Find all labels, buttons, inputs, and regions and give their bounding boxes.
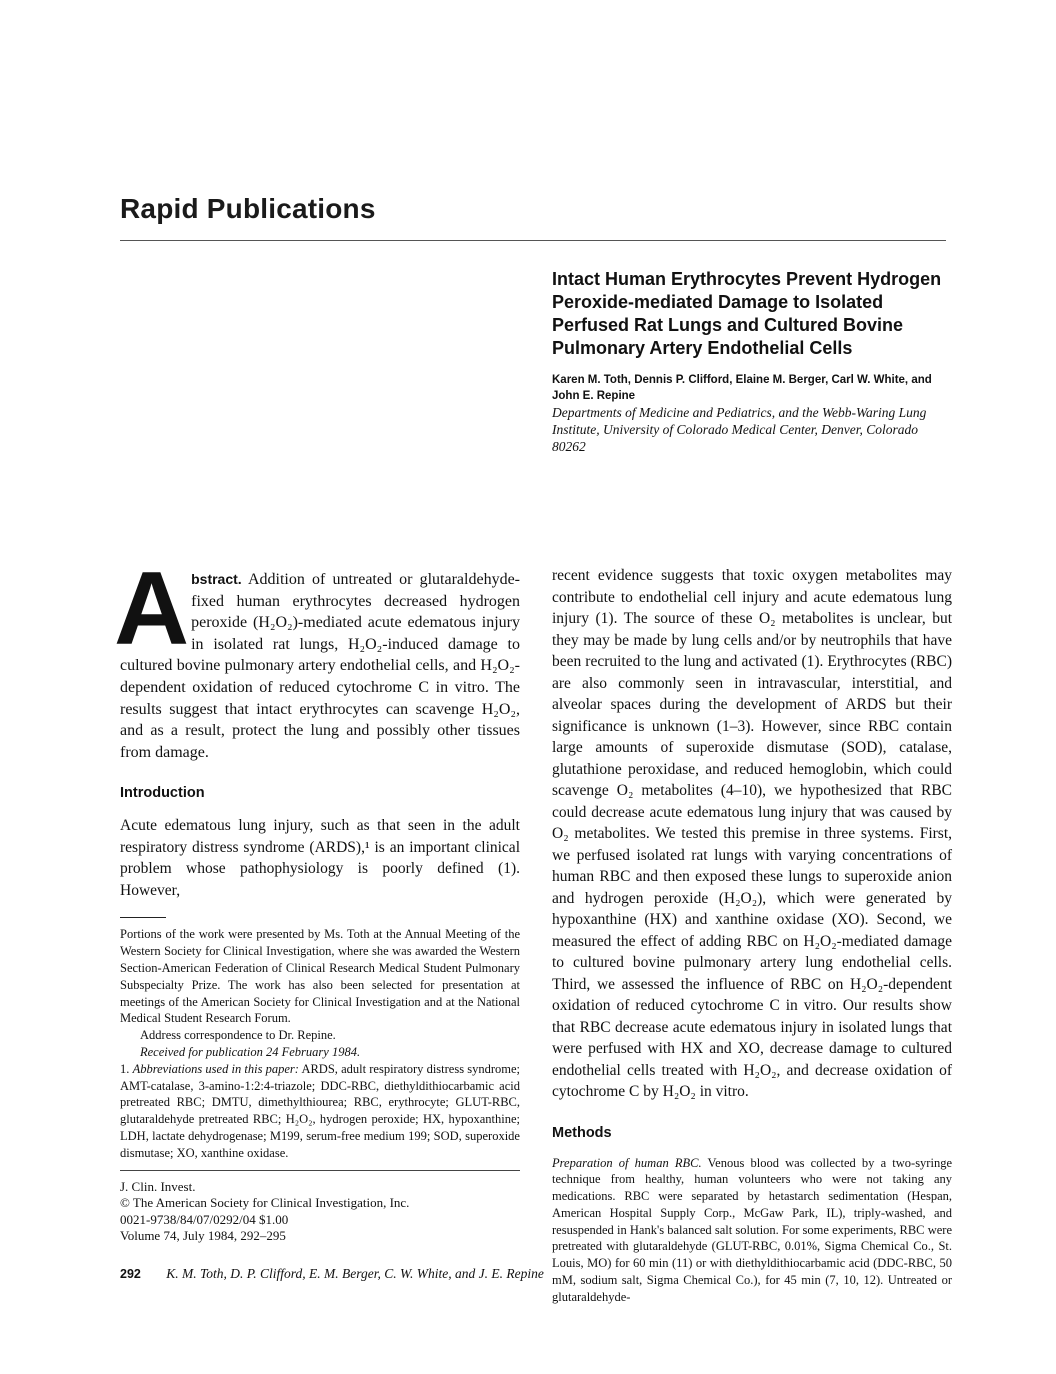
- footnote-number: 1.: [120, 1061, 133, 1076]
- footnote-rule: [120, 917, 166, 918]
- introduction-paragraph-right: recent evidence suggests that toxic oxygen metabolites may contribute to endothelial cell injury and acute edematous lung injury (1). The source of these O₂ metabolites is unclear, but they may be made by lung cells and/or by neutrophils that have been recruited to the lung and activated (1). Erythrocytes (RBC) are also commonly seen in intravascular, interstitial, and alveolar spaces during the development of ARDS but their significance is unknown (1–3). However, since RBC contain large amounts of superoxide dismutase (SOD), catalase, glutathione peroxidase, and reduced hemoglobin, which could scavenge O₂ metabolites (4–10), we hypothesized that RBC could decrease acute edematous lung injury that was caused by O₂ metabolites. We tested this premise in three systems. First, we perfused isolated rat lungs with varying concentrations of human RBC and then exposed these lungs to superoxide anion and hydrogen peroxide (H₂O₂), which were generated by hypoxanthine (HX) and xanthine oxidase (XO). Second, we measured the effect of adding RBC on H₂O₂-mediated damage to cultured bovine pulmonary artery lung endothelial cells. Third, we assessed the influence of RBC on H₂O₂-dependent oxidation of reduced cytochrome C in vitro. Our results show that RBC decrease acute edematous injury in isolated lungs that were perfused with HX and XO, decrease damage to cultured endothelial cells treated with H₂O₂, and decrease oxidation of cytochrome C by H₂O₂ in vitro.: [552, 567, 952, 1100]
- introduction-heading: Introduction: [120, 785, 205, 802]
- footnote-correspondence: Address correspondence to Dr. Repine.: [140, 1028, 336, 1043]
- page-number: 292: [120, 1267, 141, 1281]
- footnote-received: Received for publication 24 February 1984.: [140, 1044, 361, 1059]
- journal-name: J. Clin. Invest.: [120, 1178, 196, 1194]
- methods-paragraph: [552, 1155, 952, 1306]
- footnote-presented: Portions of the work were presented by Ms. Toth at the Annual Meeting of the Western Society for Clinical Investigation, where she was awarded the Western Section-American Federation of Clinical Research Medical Student Pulmonary Subspecialty Prize. The work has also been selected for presentation at meetings of the American Society for Clinical Investigation and at the National Medical Student Research Forum.: [120, 927, 520, 1026]
- abstract: [114, 514, 520, 763]
- abstract-text: Addition of untreated or glutaraldehyde-fixed human erythrocytes decreased hydrogen peroxide (H₂O₂)-mediated acute edematous injury in isolated rat lungs, H₂O₂-induced damage to cultured bovine pulmonary artery endothelial cells, and H₂O₂-dependent oxidation of reduced cytochrome C in vitro. The results suggest that intact erythrocytes can scavenge H₂O₂, and as a result, protect the lung and possibly other tissues from damage.: [120, 571, 520, 761]
- article-title: Intact Human Erythrocytes Prevent Hydrogen Peroxide-mediated Damage to Isolated Perfused Rat Lungs and Cultured Bovine Pulmonary Artery Endothelial Cells: [552, 269, 942, 358]
- left-column: [114, 514, 521, 1245]
- volume-line: Volume 74, July 1984, 292–295: [120, 1228, 286, 1243]
- footnote-abbrev-text: ARDS, adult respiratory distress syndrome; AMT-catalase, 3-amino-1:2:4-triazole; DDC-RBC, diethyldithiocarbamic acid pretreated RBC; DMTU, dimethylthiourea; RBC, erythrocyte; GLUT-RBC, glutaraldehyde pretreated RBC; H₂O₂, hydrogen peroxide; HX, hypoxanthine; LDH, lactate dehydrogenase; M199, serum-free medium 199; SOD, superoxide dismutase; XO, xanthine oxidase.: [120, 1061, 521, 1160]
- abstract-drop-cap: A: [114, 551, 190, 667]
- title-block: [552, 268, 952, 455]
- header-rule: [120, 240, 946, 241]
- page-footer: [120, 1266, 544, 1282]
- copyright-line: © The American Society for Clinical Investigation, Inc.: [120, 1195, 410, 1210]
- citation-block: [120, 1179, 520, 1245]
- author-list: Karen M. Toth, Dennis P. Clifford, Elaine M. Berger, Carl W. White, and John E. Repine: [552, 374, 932, 402]
- methods-text: Venous blood was collected by a two-syringe technique from healthy, human volunteers who were not taking any medications. RBC were separated by hetastarch sedimentation (Hespan, American Hospital Supply Corp., McGaw Park, IL), triply-washed, and resuspended in Hank's balanced salt solution. For some experiments, RBC were pretreated with glutaraldehyde (GLUT-RBC, 0.01%, Sigma Chemical Co., St. Louis, MO) for 60 min (11) or with diethyldithiocarbamic acid (DDC-RBC, 50 mM, sodium salt, Sigma Chemical Co.), for 45 min (7, 10, 12). Untreated or glutaraldehyde-: [552, 1155, 952, 1304]
- citation-rule: [120, 1170, 520, 1171]
- footnote-abbrev-title: Abbreviations used in this paper:: [132, 1061, 299, 1076]
- footnotes: [120, 926, 520, 1161]
- section-label: Rapid Publications: [120, 193, 376, 224]
- article-code: 0021-9738/84/07/0292/04 $1.00: [120, 1211, 289, 1227]
- methods-heading: Methods: [552, 1124, 612, 1141]
- right-column: [552, 565, 952, 1306]
- affiliation: Departments of Medicine and Pediatrics, and the Webb-Waring Lung Institute, University of Colorado Medical Center, Denver, Colorado 80262: [552, 405, 927, 454]
- abstract-heading: bstract.: [191, 571, 242, 587]
- introduction-paragraph-left: Acute edematous lung injury, such as that seen in the adult respiratory distress syndrome (ARDS),¹ is an important clinical problem whose pathophysiology is poorly defined (1). However,: [120, 817, 520, 899]
- methods-subheading: Preparation of human RBC.: [552, 1155, 702, 1170]
- footnote-abbreviations: [120, 1061, 520, 1162]
- running-head: K. M. Toth, D. P. Clifford, E. M. Berger, C. W. White, and J. E. Repine: [166, 1266, 544, 1281]
